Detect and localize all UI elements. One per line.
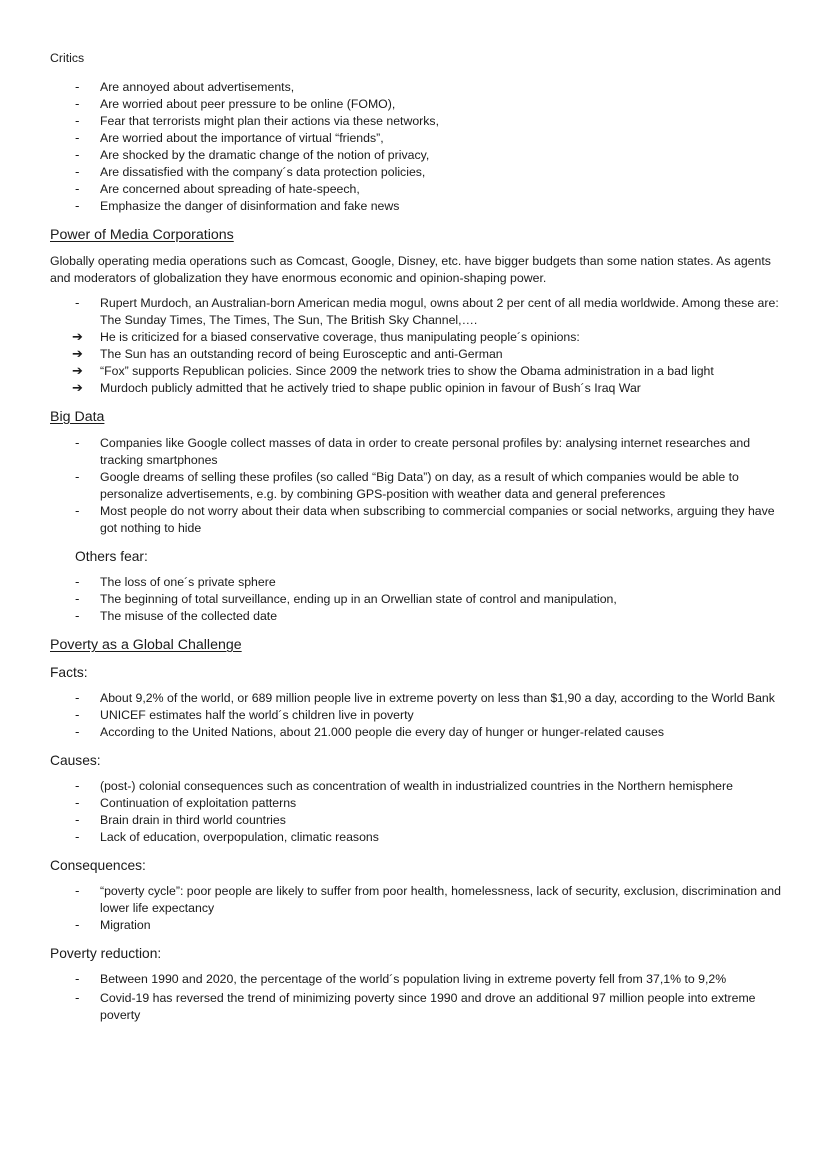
others-fear-label: Others fear:: [75, 549, 148, 564]
list-item: - Google dreams of selling these profiles (so called “Big Data”) on day, as a result of which companies would be able to personalize advertisements, e.g. by combining GPS-position with weather data and general preferences: [75, 470, 739, 501]
list-item: - Are annoyed about advertisements,: [75, 80, 295, 94]
poverty-heading: Poverty as a Global Challenge: [50, 637, 242, 653]
list-item: - Brain drain in third world countries: [75, 813, 286, 827]
list-item: - Lack of education, overpopulation, climatic reasons: [75, 830, 379, 844]
media-heading: Power of Media Corporations: [50, 227, 234, 243]
dash-bullet: -: [75, 114, 80, 128]
dash-bullet: -: [75, 165, 80, 179]
media-list: [50, 295, 790, 397]
causes-label: Causes:: [50, 753, 101, 768]
facts-list: [50, 690, 790, 741]
arrow-right-icon: ➔: [72, 381, 83, 396]
consequences-label: Consequences:: [50, 858, 146, 873]
dash-bullet: -: [75, 609, 80, 623]
bigdata-heading: Big Data: [50, 409, 105, 425]
dash-bullet: -: [75, 504, 80, 518]
consequences-list: [50, 883, 790, 934]
media-paragraph: Globally operating media operations such as Comcast, Google, Disney, etc. have bigger budgets than some nation states. As agents and moderators of globalization they have enormous economic and opinion-shaping power.: [50, 254, 771, 285]
dash-bullet: -: [75, 131, 80, 145]
dash-bullet: -: [75, 296, 80, 310]
dash-bullet: -: [75, 918, 80, 932]
dash-bullet: -: [75, 148, 80, 162]
list-item: - The beginning of total surveillance, ending up in an Orwellian state of control and manipulation,: [75, 592, 617, 606]
facts-label: Facts:: [50, 665, 88, 680]
list-item: - Migration: [75, 918, 151, 932]
arrow-right-icon: ➔: [72, 347, 83, 362]
dash-bullet: -: [75, 436, 80, 450]
reduction-label: Poverty reduction:: [50, 946, 162, 961]
list-item: - Covid-19 has reversed the trend of minimizing poverty since 1990 and drove an additional 97 million people into extreme poverty: [75, 991, 756, 1022]
dash-bullet: -: [75, 830, 80, 844]
dash-bullet: -: [75, 575, 80, 589]
dash-bullet: -: [75, 691, 80, 705]
critics-title: Critics: [50, 51, 85, 65]
causes-list: [50, 778, 790, 846]
document-page: [50, 50, 790, 1034]
list-item: - Emphasize the danger of disinformation and fake news: [75, 199, 400, 213]
list-item: - About 9,2% of the world, or 689 million people live in extreme poverty on less than $1,90 a day, according to the World Bank: [75, 691, 775, 705]
list-item: - The loss of one´s private sphere: [75, 575, 276, 589]
list-item: - Are dissatisfied with the company´s data protection policies,: [75, 165, 426, 179]
list-item: - According to the United Nations, about 21.000 people die every day of hunger or hunger-related causes: [75, 725, 664, 739]
dash-bullet: -: [75, 97, 80, 111]
reduction-list: [50, 971, 790, 1024]
dash-bullet: -: [75, 991, 80, 1005]
dash-bullet: -: [75, 80, 80, 94]
list-item: - Rupert Murdoch, an Australian-born American media mogul, owns about 2 per cent of all media worldwide. Among these are: The Sunday Times, The Times, The Sun, The British Sky Channel,….: [75, 296, 779, 327]
list-item: ➔ “Fox” supports Republican policies. Since 2009 the network tries to show the Obama administration in a bad light: [72, 364, 714, 379]
list-item: - Continuation of exploitation patterns: [75, 796, 297, 810]
list-item: ➔ Murdoch publicly admitted that he actively tried to shape public opinion in favour of Bush´s Iraq War: [72, 381, 641, 396]
list-item: - Most people do not worry about their data when subscribing to commercial companies or social networks, arguing they have got nothing to hide: [75, 504, 775, 535]
arrow-right-icon: ➔: [72, 364, 83, 379]
list-item: - “poverty cycle”: poor people are likely to suffer from poor health, homelessness, lack of security, exclusion, discrimination and lower life expectancy: [75, 884, 781, 915]
list-item: - The misuse of the collected date: [75, 609, 278, 623]
list-item: - Are worried about peer pressure to be online (FOMO),: [75, 97, 396, 111]
list-item: - Fear that terrorists might plan their actions via these networks,: [75, 114, 439, 128]
dash-bullet: -: [75, 796, 80, 810]
dash-bullet: -: [75, 779, 80, 793]
dash-bullet: -: [75, 470, 80, 484]
list-item: - Companies like Google collect masses of data in order to create personal profiles by: analysing internet researches and tracking smartphones: [75, 436, 751, 467]
list-item: - (post-) colonial consequences such as concentration of wealth in industrialized countries in the Northern hemisphere: [75, 779, 733, 793]
dash-bullet: -: [75, 972, 80, 986]
list-item: ➔ He is criticized for a biased conservative coverage, thus manipulating people´s opinions:: [72, 330, 580, 345]
bigdata-list: [50, 435, 790, 537]
dash-bullet: -: [75, 813, 80, 827]
list-item: - Are concerned about spreading of hate-speech,: [75, 182, 360, 196]
dash-bullet: -: [75, 199, 80, 213]
dash-bullet: -: [75, 592, 80, 606]
dash-bullet: -: [75, 725, 80, 739]
dash-bullet: -: [75, 708, 80, 722]
list-item: - Between 1990 and 2020, the percentage of the world´s population living in extreme poverty fell from 37,1% to 9,2%: [75, 972, 727, 986]
arrow-right-icon: ➔: [72, 330, 83, 345]
fears-list: [50, 574, 790, 625]
dash-bullet: -: [75, 182, 80, 196]
list-item: - UNICEF estimates half the world´s children live in poverty: [75, 708, 414, 722]
list-item: - Are shocked by the dramatic change of the notion of privacy,: [75, 148, 430, 162]
dash-bullet: -: [75, 884, 80, 898]
list-item: ➔ The Sun has an outstanding record of being Eurosceptic and anti-German: [72, 347, 503, 362]
critics-list: [50, 79, 790, 215]
list-item: - Are worried about the importance of virtual “friends”,: [75, 131, 384, 145]
